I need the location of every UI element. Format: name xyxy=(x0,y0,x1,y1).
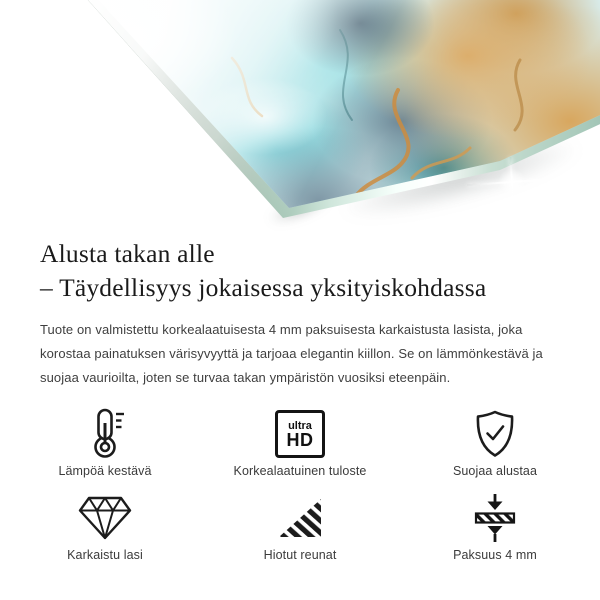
product-description: Tuote on valmistettu korkealaatuisesta 4 mm paksuisesta karkaistusta lasista, joka korostaa painatuksen värisyvyyttä ja tarjoaa elegantin kiillon. Se on lämmönkestävä ja suojaa vaurioilta, joten se turvaa takan ympäristön vuosiksi eteenpäin. xyxy=(40,322,543,385)
ultra-hd-text-top: ultra xyxy=(288,419,312,432)
feature-print-quality xyxy=(190,407,410,478)
feature-row-2 xyxy=(30,491,570,562)
ultra-hd-icon xyxy=(275,407,325,461)
feature-tempered-glass xyxy=(30,491,180,562)
shield-check-icon xyxy=(472,407,518,461)
diamond-icon xyxy=(78,491,132,545)
page-title xyxy=(40,237,560,305)
feature-thickness xyxy=(420,491,570,562)
feature-label: Korkealaatuinen tuloste xyxy=(233,464,367,478)
feature-label: Hiotut reunat xyxy=(263,548,337,562)
thickness-icon xyxy=(473,491,517,545)
feature-label: Paksuus 4 mm xyxy=(453,548,537,562)
page-title-line2: – Täydellisyys jokaisessa yksityiskohdassa xyxy=(40,273,487,302)
feature-heat-resistant xyxy=(30,407,180,478)
feature-row-1 xyxy=(30,407,570,478)
page-title-line1: Alusta takan alle xyxy=(40,239,215,268)
ultra-hd-text-bottom: HD xyxy=(286,429,314,450)
feature-grid xyxy=(0,407,600,562)
feature-polished-edges xyxy=(190,491,410,562)
thermometer-icon xyxy=(85,407,125,461)
feature-label: Karkaistu lasi xyxy=(67,548,143,562)
product-description-section xyxy=(0,233,600,562)
feature-label: Suojaa alustaa xyxy=(452,464,538,478)
sparkle-glow xyxy=(497,167,527,197)
sparkle-highlight-icon xyxy=(465,154,558,210)
feature-protects-surface xyxy=(420,407,570,478)
product-image xyxy=(0,0,600,233)
polished-edges-icon xyxy=(278,491,322,545)
feature-label: Lämpöä kestävä xyxy=(58,464,152,478)
